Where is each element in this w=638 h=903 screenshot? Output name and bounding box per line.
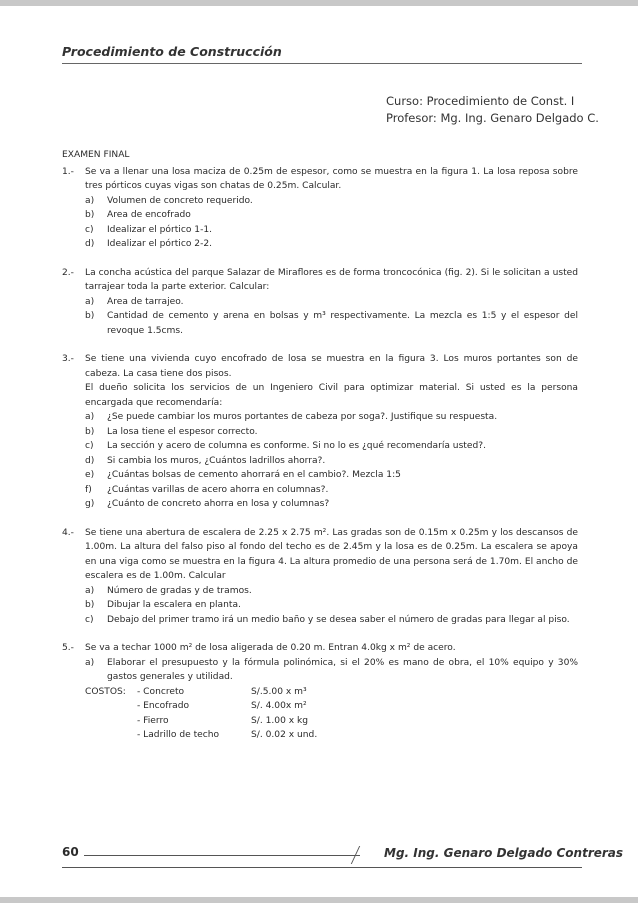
- cost-row: [85, 685, 578, 700]
- option: [85, 309, 578, 338]
- option-letter: d): [85, 239, 95, 249]
- option: [85, 295, 578, 310]
- question-paragraph: El dueño solicita los servicios de un Ingeniero Civil para optimizar material. Si usted es la persona encargada que recomendaría:: [85, 383, 578, 408]
- question-1: [62, 165, 578, 194]
- question-4: [62, 526, 578, 584]
- option-text: Volumen de concreto requerido.: [107, 195, 253, 206]
- option: [85, 656, 578, 685]
- option-text: ¿Cuántas varillas de acero ahorra en columnas?.: [107, 484, 329, 495]
- question-text: Se va a llenar una losa maciza de 0.25m de espesor, como se muestra en la figura 1. La losa reposa sobre tres pórticos cuyas vigas son chatas de 0.25m. Calcular.: [85, 166, 578, 191]
- option: [85, 425, 578, 440]
- option-letter: c): [85, 441, 94, 451]
- option-letter: a): [85, 585, 95, 596]
- question-number: 2.-: [62, 267, 74, 278]
- option: [85, 584, 578, 599]
- cost-value: S/.5.00 x m³: [251, 686, 307, 697]
- cost-value: S/. 4.00x m²: [251, 701, 307, 711]
- option-text: ¿Cuántas bolsas de cemento ahorrará en el cambio?. Mezcla 1:5: [107, 470, 401, 480]
- header-title: Procedimiento de Construcción: [62, 44, 282, 59]
- option-text: Si cambia los muros, ¿Cuántos ladrillos ahorra?.: [107, 455, 326, 466]
- option: [85, 194, 578, 209]
- option-text: Debajo del primer tramo irá un medio baño y se desea saber el número de gradas para llegar al piso.: [107, 614, 570, 625]
- option: [85, 454, 578, 469]
- option-text: Cantidad de cemento y arena en bolsas y m³ respectivamente. La mezcla es 1:5 y el espesor del revoque 1.5cms.: [107, 311, 578, 336]
- page-bottom-edge: [0, 897, 638, 903]
- question-number: 5.-: [62, 643, 74, 653]
- cost-item: - Concreto: [137, 686, 185, 697]
- cost-row: [85, 699, 578, 714]
- cost-value: S/. 0.02 x und.: [251, 730, 318, 740]
- option-letter: b): [85, 311, 95, 321]
- option-text: Elaborar el presupuesto y la fórmula polinómica, si el 20% es mano de obra, el 10% equipo y 30% gastos generales y utilidad.: [107, 657, 578, 682]
- question-text: Se tiene una abertura de escalera de 2.25 x 2.75 m². Las gradas son de 0.15m x 0.25m y los descansos de 1.00m. La altura del falso piso al fondo del techo es de 2.45m y la losa es de 0.25m. La escalera se apoya en una viga como se muestra en la figura 4. La altura promedio de una persona será de 1.70m. El ancho de escalera es de 1.00m. Calcular: [85, 527, 578, 581]
- option-letter: b): [85, 600, 95, 610]
- option-letter: c): [85, 614, 94, 625]
- option-letter: a): [85, 296, 95, 307]
- cost-row: [85, 714, 578, 729]
- option-letter: f): [85, 484, 92, 495]
- question-number: 1.-: [62, 166, 74, 177]
- option: [85, 497, 578, 512]
- exam-title: EXAMEN FINAL: [62, 150, 130, 160]
- option: [85, 410, 578, 425]
- professor-line: Profesor: Mg. Ing. Genaro Delgado C.: [386, 111, 599, 125]
- footer-author: Mg. Ing. Genaro Delgado Contreras: [384, 846, 624, 860]
- question-number: 4.-: [62, 527, 74, 538]
- option-text: ¿Cuánto de concreto ahorra en losa y columnas?: [107, 499, 330, 509]
- exam-content: [62, 148, 578, 743]
- cost-item: - Encofrado: [137, 701, 190, 711]
- option-text: Idealizar el pórtico 1-1.: [107, 224, 213, 235]
- question-3: [62, 352, 578, 381]
- option-text: La losa tiene el espesor correcto.: [107, 426, 258, 437]
- costs-label: COSTOS:: [85, 686, 126, 697]
- cost-item: - Fierro: [137, 715, 169, 726]
- question-text: Se tiene una vivienda cuyo encofrado de losa se muestra en la figura 3. Los muros portantes son de cabeza. La casa tiene dos pisos.: [85, 354, 578, 379]
- question-5: [62, 641, 578, 656]
- option-text: La sección y acero de columna es conforme. Si no lo es ¿qué recomendaría usted?.: [107, 441, 486, 451]
- option: [85, 613, 578, 628]
- cost-value: S/. 1.00 x kg: [251, 715, 309, 726]
- question-number: 3.-: [62, 354, 74, 364]
- question-text: Se va a techar 1000 m² de losa aligerada de 0.20 m. Entran 4.0kg x m² de acero.: [85, 643, 456, 653]
- option-text: Idealizar el pórtico 2-2.: [107, 239, 213, 249]
- option-letter: a): [85, 412, 95, 422]
- option-text: Número de gradas y de tramos.: [107, 585, 252, 596]
- course-info: [386, 93, 599, 127]
- page-number: 60: [62, 845, 79, 859]
- option-letter: b): [85, 210, 95, 220]
- course-line: Curso: Procedimiento de Const. I: [386, 94, 575, 108]
- option: [85, 208, 578, 223]
- option-letter: c): [85, 224, 94, 235]
- option-text: Area de tarrajeo.: [107, 296, 184, 307]
- question-text: La concha acústica del parque Salazar de Miraflores es de forma troncocónica (fig. 2). Si le solicitan a usted tarrajear toda la parte exterior. Calcular:: [85, 267, 578, 292]
- option-letter: a): [85, 657, 95, 668]
- option-letter: b): [85, 426, 95, 437]
- cost-row: [85, 728, 578, 743]
- footer-bottom-rule: [62, 867, 582, 868]
- option: [85, 483, 578, 498]
- option: [85, 598, 578, 613]
- option-letter: a): [85, 195, 95, 206]
- option: [85, 439, 578, 454]
- option-text: Area de encofrado: [107, 210, 191, 220]
- page-top-edge: [0, 0, 638, 6]
- footer-rule: [84, 855, 360, 856]
- option-text: ¿Se puede cambiar los muros portantes de cabeza por soga?. Justifique su respuesta.: [107, 412, 498, 422]
- cost-item: - Ladrillo de techo: [137, 730, 220, 740]
- option-text: Dibujar la escalera en planta.: [107, 600, 241, 610]
- option: [85, 468, 578, 483]
- question-2: [62, 266, 578, 295]
- costs-table: [85, 685, 578, 743]
- option: [85, 223, 578, 238]
- header-rule: [62, 63, 582, 64]
- option: [85, 237, 578, 252]
- option-letter: g): [85, 499, 95, 509]
- option-letter: e): [85, 470, 95, 480]
- option-letter: d): [85, 455, 95, 466]
